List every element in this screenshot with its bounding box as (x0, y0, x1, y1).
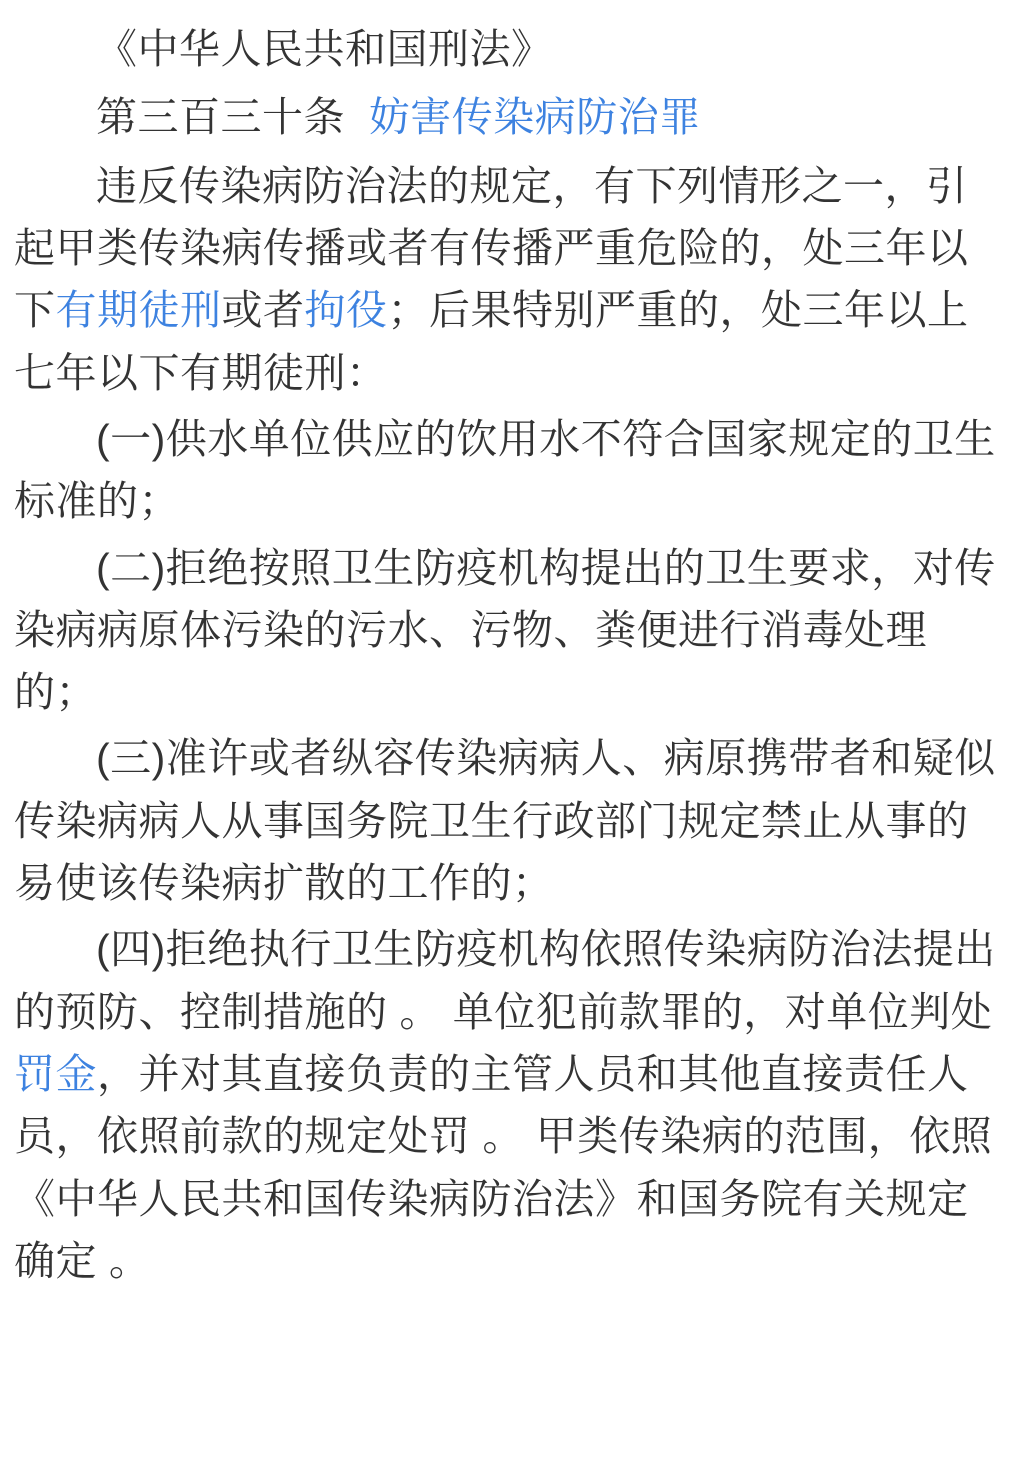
crime-name-link[interactable]: 妨害传染病防治罪 (368, 94, 701, 141)
article-body (14, 155, 999, 404)
body-text-3: ；后果特别严重的，处三年以上七年以下有期徒刑： (14, 287, 969, 396)
clause-four-text-1: (四)拒绝执行卫生防疫机构依照传染病防治法提出的预防、控制措施的 。 单位犯前款罪的，对单位判处 (14, 926, 996, 1035)
body-text-1: 违反传染病防治法的规定，有下列情形之一，引起甲类传染病传播或者有传播严重危险的，处三年以下 (14, 162, 969, 334)
clause-item: (一)供水单位供应的饮用水不符合国家规定的卫生标准的； (14, 415, 996, 525)
clause-item-four (14, 918, 999, 1292)
link-criminal-detention[interactable]: 拘役 (304, 287, 388, 334)
clause-item: (三)准许或者纵容传染病病人、病原携带者和疑似传染病病人从事国务院卫生行政部门规定禁止从事的易使该传染病扩散的工作的； (14, 735, 996, 907)
body-text-2: 或者 (221, 287, 305, 334)
law-title: 《中华人民共和国刑法》 (96, 26, 553, 72)
clause-item: (二)拒绝按照卫生防疫机构提出的卫生要求，对传染病病原体污染的污水、污物、粪便进行消毒处理的； (14, 544, 996, 716)
article-number: 第三百三十条 (96, 94, 345, 141)
clause-four-text-2: ，并对其直接负责的主管人员和其他直接责任人员，依照前款的规定处罚 。 甲类传染病的范围，依照《中华人民共和国传染病防治法》和国务院有关规定确定 。 (14, 1051, 993, 1284)
article-heading (14, 86, 999, 148)
law-article (14, 18, 999, 1292)
link-fixed-term-imprisonment[interactable]: 有期徒刑 (55, 287, 222, 334)
link-fine[interactable]: 罚金 (14, 1051, 97, 1097)
